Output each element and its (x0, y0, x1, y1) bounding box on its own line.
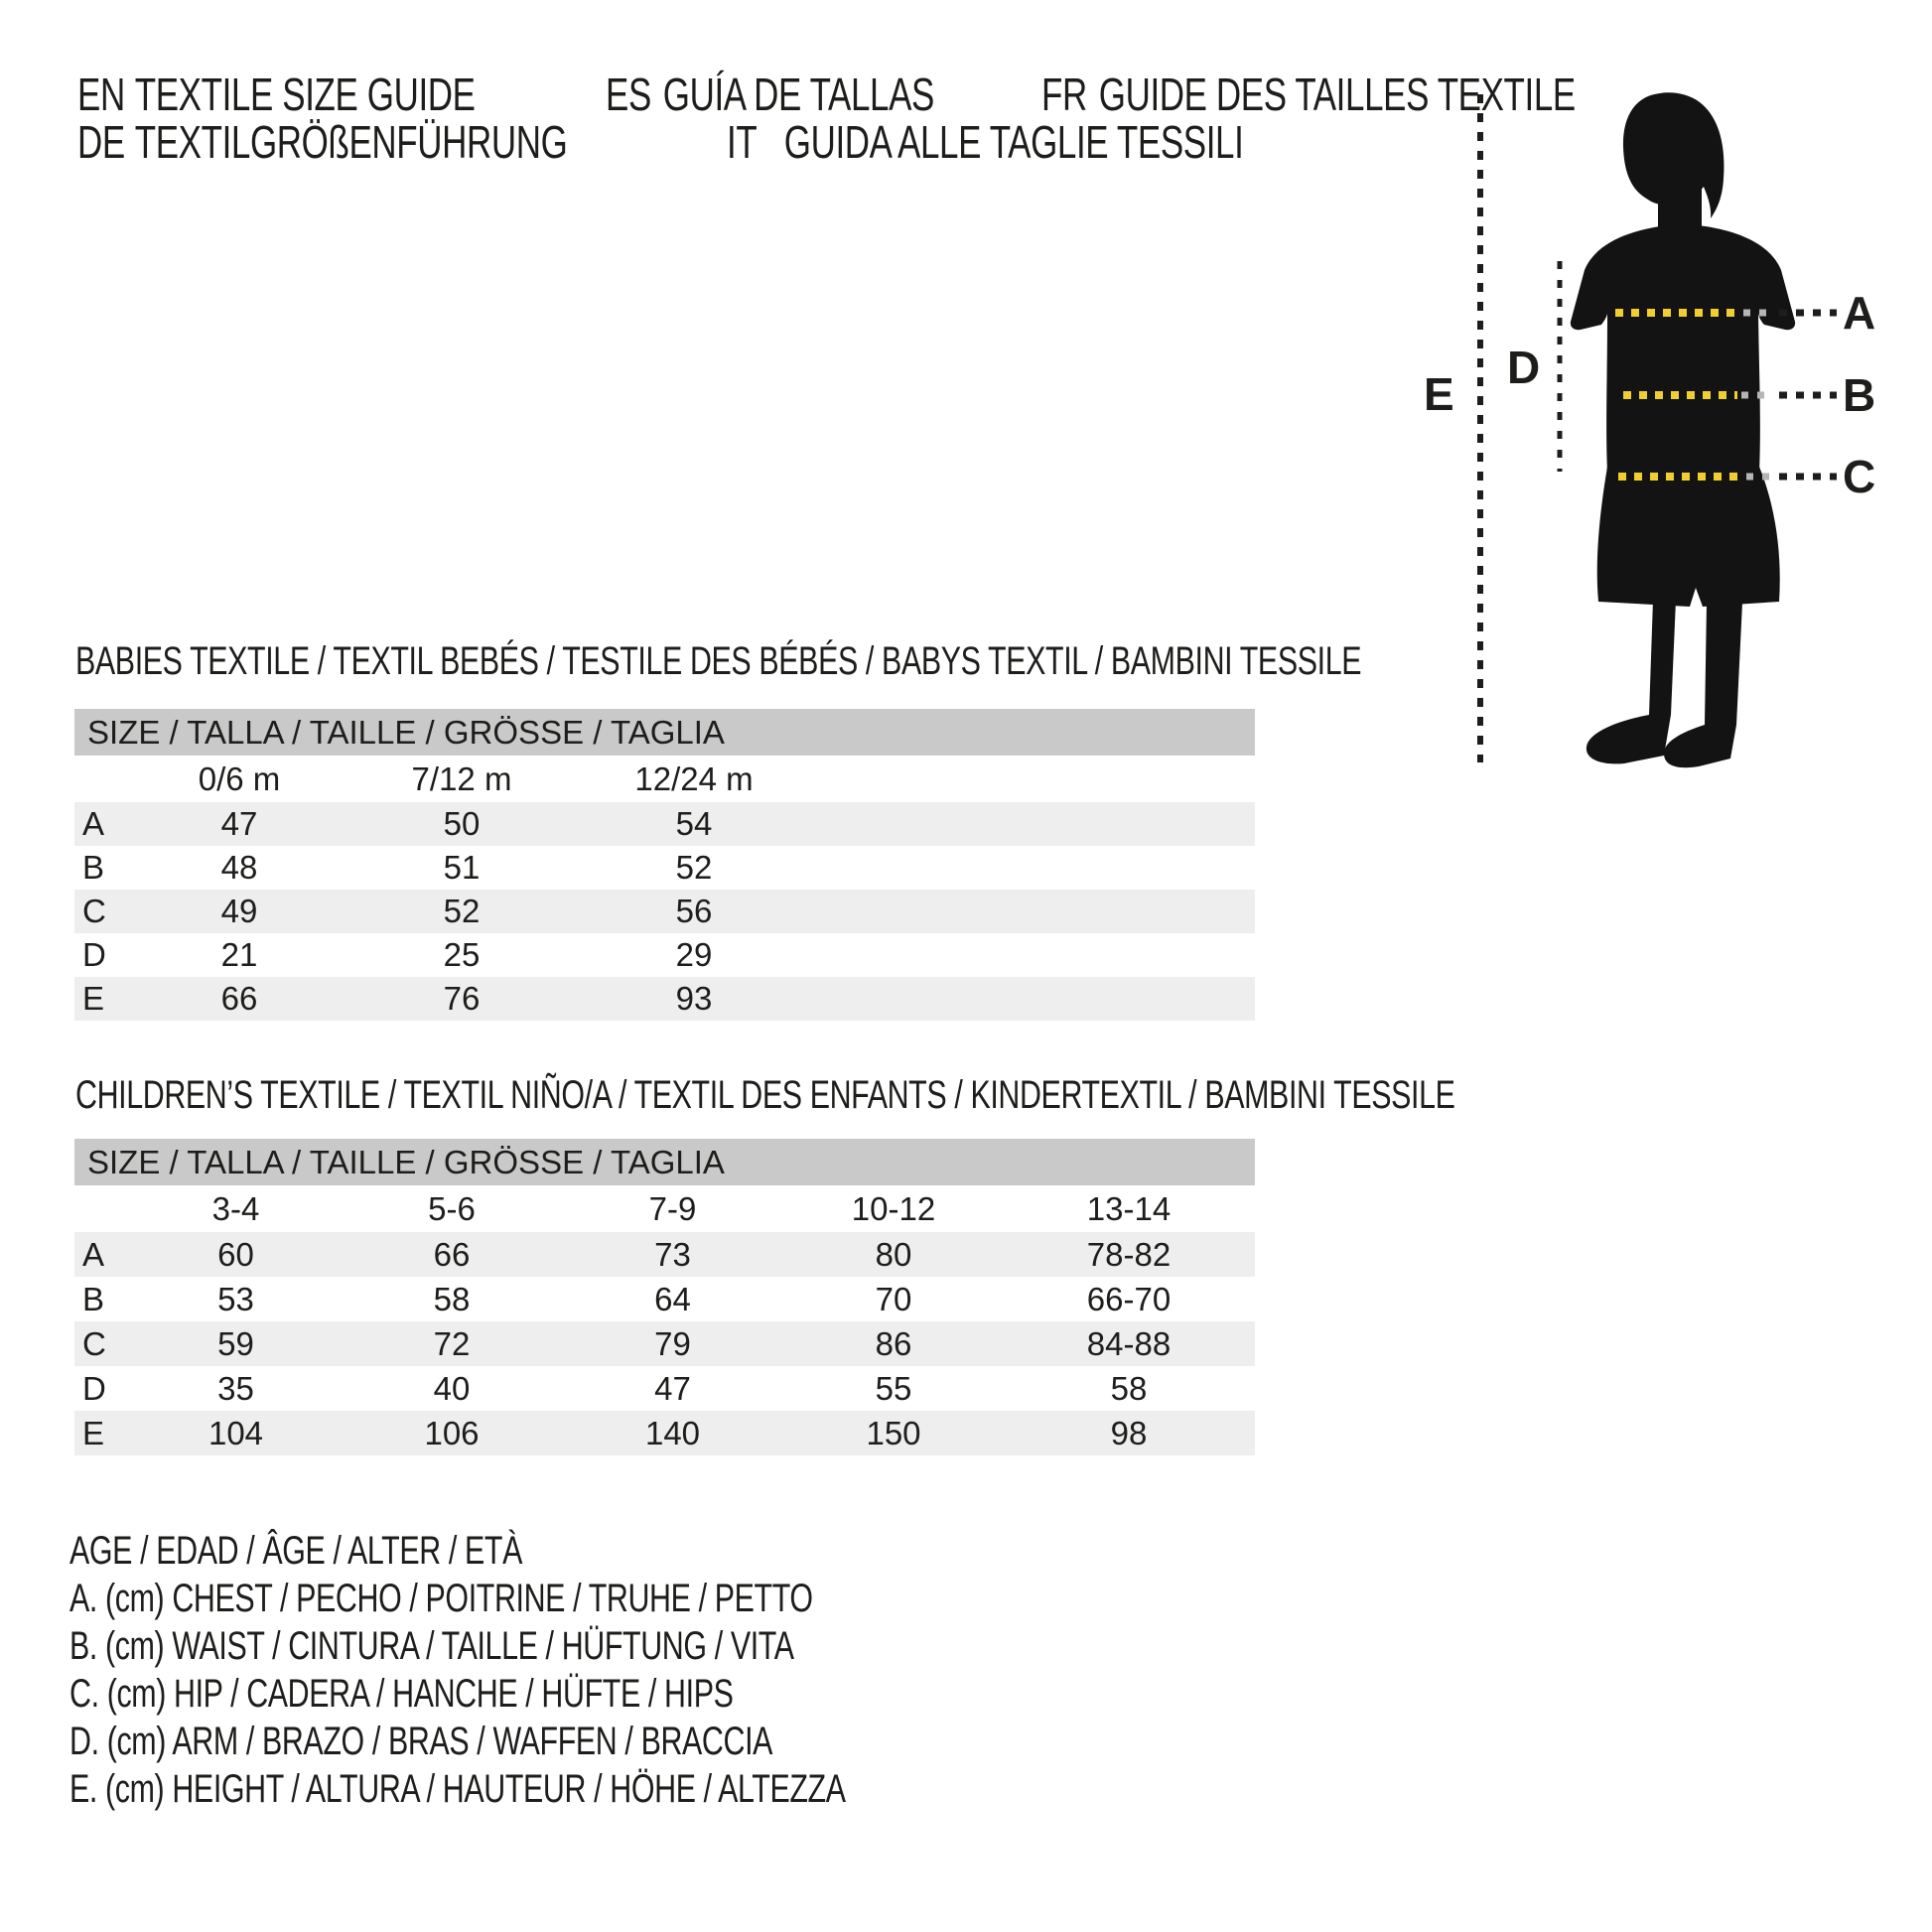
table-value: 29 (675, 936, 713, 973)
table-value: 47 (220, 805, 258, 842)
child-measurement-figure-svg (1410, 79, 1926, 784)
table-value: 66 (220, 980, 258, 1017)
table-value: 78-82 (1086, 1235, 1172, 1273)
table-row (74, 846, 1255, 890)
table-value: 76 (443, 980, 481, 1017)
row-label: D (82, 936, 106, 973)
table-value: 52 (443, 893, 481, 929)
table-value: 53 (217, 1280, 254, 1317)
column-header: 13-14 (1086, 1189, 1172, 1227)
guide-title: TEXTILGRÖßENFÜHRUNG (134, 115, 568, 168)
measurement-legend (69, 1527, 1090, 1813)
babies-section-title: BABIES TEXTILE / TEXTIL BEBÉS / TESTILE DES BÉBÉS / BABYS TEXTIL / BAMBINI TESSILE (75, 639, 1362, 683)
column-header: 7-9 (648, 1189, 697, 1227)
column-header: 0/6 m (198, 759, 281, 797)
guide-title: GUIDE DES TAILLES TEXTILE (1099, 69, 1577, 120)
table-value: 35 (217, 1369, 254, 1407)
table-value: 56 (675, 893, 713, 929)
table-value: 25 (443, 936, 481, 973)
table-row (74, 933, 1255, 977)
column-header: 7/12 m (411, 759, 512, 797)
row-label: C (82, 893, 106, 929)
figure-label-e: E (1424, 368, 1454, 420)
silhouette-shorts (1597, 467, 1780, 607)
legend-age-line: AGE / EDAD / ÂGE / ALTER / ETÀ (69, 1529, 522, 1573)
table-value: 80 (875, 1235, 912, 1273)
babies-size-header-bar (74, 709, 1255, 756)
table-value: 104 (207, 1414, 264, 1451)
children-column-header-row (74, 1185, 1255, 1232)
babies-size-table (74, 709, 1255, 1021)
table-value: 70 (875, 1280, 912, 1317)
row-label: C (82, 1324, 106, 1362)
table-value: 72 (433, 1324, 471, 1362)
table-value: 48 (220, 849, 258, 886)
children-size-table (74, 1139, 1255, 1455)
column-header: 10-12 (851, 1189, 936, 1227)
legend-hip-line: C. (cm) HIP / CADERA / HANCHE / HÜFTE / HIPS (69, 1672, 734, 1716)
guide-title: GUÍA DE TALLAS (662, 69, 934, 120)
child-silhouette (1571, 92, 1795, 767)
table-value: 52 (675, 849, 713, 886)
language-code: EN (77, 69, 125, 120)
language-row (606, 71, 934, 119)
table-value: 59 (217, 1324, 254, 1362)
size-header-label: SIZE / TALLA / TAILLE / GRÖSSE / TAGLIA (87, 1144, 725, 1180)
language-code: DE (77, 115, 125, 168)
row-label: E (82, 1414, 105, 1451)
legend-arm-line: D. (cm) ARM / BRAZO / BRAS / WAFFEN / BRACCIA (69, 1720, 773, 1763)
table-value: 66-70 (1086, 1280, 1172, 1317)
figure-label-d: D (1507, 342, 1541, 393)
column-header: 3-4 (211, 1189, 260, 1227)
figure-label-b: B (1843, 369, 1876, 421)
figure-label-c: C (1843, 451, 1876, 502)
table-value: 79 (654, 1324, 691, 1362)
language-code: FR (1041, 69, 1088, 120)
table-value: 49 (220, 893, 258, 929)
table-value: 64 (654, 1280, 691, 1317)
language-row (77, 71, 476, 119)
table-row (74, 1411, 1255, 1455)
silhouette-torso (1571, 225, 1795, 474)
table-value: 51 (443, 849, 481, 886)
table-row (74, 890, 1255, 933)
silhouette-right-leg (1664, 603, 1742, 767)
table-value: 150 (866, 1414, 921, 1451)
row-label: A (82, 1235, 105, 1273)
column-header: 12/24 m (634, 759, 754, 797)
language-code: IT (726, 115, 757, 168)
table-value: 98 (1110, 1414, 1148, 1451)
row-label: B (82, 849, 105, 886)
table-row (74, 977, 1255, 1021)
table-value: 66 (433, 1235, 471, 1273)
table-value: 40 (433, 1369, 471, 1407)
table-row (74, 1277, 1255, 1321)
legend-chest-line: A. (cm) CHEST / PECHO / POITRINE / TRUHE / PETTO (69, 1577, 813, 1620)
row-label: A (82, 805, 105, 842)
table-row (74, 802, 1255, 846)
guide-title: TEXTILE SIZE GUIDE (134, 69, 476, 120)
table-row (74, 1366, 1255, 1411)
table-value: 21 (220, 936, 258, 973)
table-value: 50 (443, 805, 481, 842)
language-row (726, 115, 1244, 168)
language-code: ES (605, 69, 651, 120)
table-value: 84-88 (1086, 1324, 1172, 1362)
children-section-title: CHILDREN’S TEXTILE / TEXTIL NIÑO/A / TEXTIL DES ENFANTS / KINDERTEXTIL / BAMBINI TESSILE (75, 1073, 1455, 1117)
guide-title: GUIDA ALLE TAGLIE TESSILI (783, 115, 1244, 168)
table-row (74, 1321, 1255, 1366)
table-value: 47 (654, 1369, 691, 1407)
table-value: 106 (424, 1414, 480, 1451)
size-header-label: SIZE / TALLA / TAILLE / GRÖSSE / TAGLIA (87, 714, 725, 751)
children-size-header-bar (74, 1139, 1255, 1185)
column-header: 5-6 (428, 1189, 476, 1227)
table-value: 55 (875, 1369, 912, 1407)
table-value: 86 (875, 1324, 912, 1362)
table-value: 58 (1110, 1369, 1148, 1407)
row-label: B (82, 1280, 105, 1317)
table-value: 54 (675, 805, 713, 842)
legend-waist-line: B. (cm) WAIST / CINTURA / TAILLE / HÜFTUNG / VITA (69, 1624, 794, 1668)
child-measurement-figure (1410, 79, 1926, 784)
table-value: 58 (433, 1280, 471, 1317)
table-row (74, 1232, 1255, 1277)
babies-column-header-row (74, 756, 1255, 802)
silhouette-left-leg (1587, 600, 1676, 763)
table-value: 60 (217, 1235, 254, 1273)
figure-label-a: A (1843, 287, 1876, 339)
table-value: 140 (644, 1414, 701, 1451)
table-value: 93 (675, 980, 713, 1017)
row-label: E (82, 980, 105, 1017)
legend-height-line: E. (cm) HEIGHT / ALTURA / HAUTEUR / HÖHE / ALTEZZA (69, 1767, 846, 1811)
table-value: 73 (654, 1235, 691, 1273)
row-label: D (82, 1369, 106, 1407)
language-row (77, 115, 568, 168)
